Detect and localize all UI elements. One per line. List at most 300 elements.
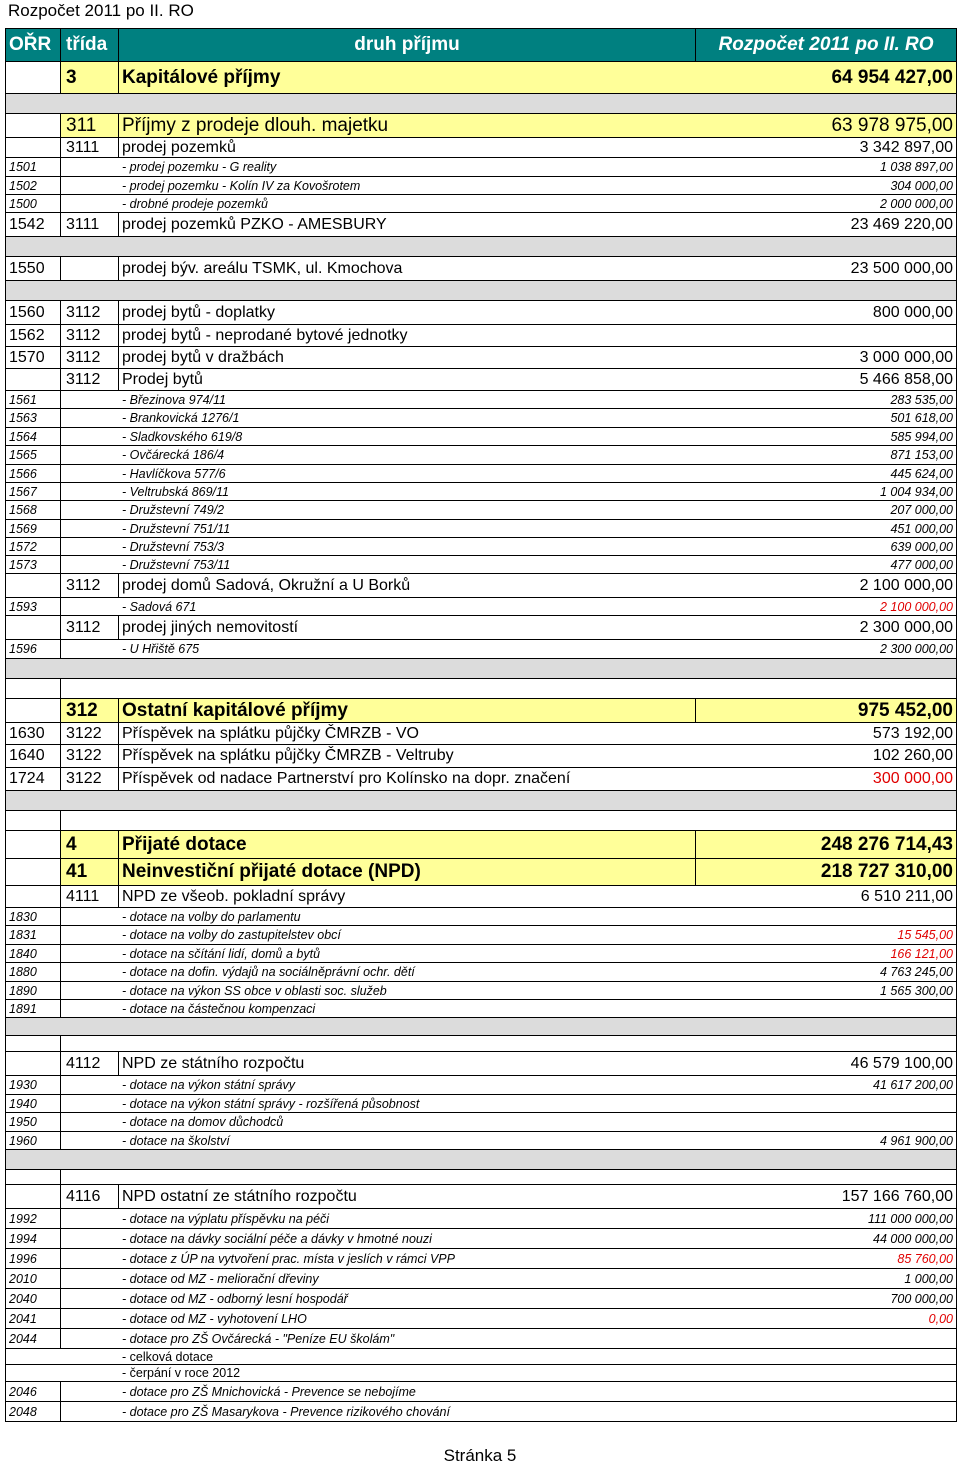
- empty-cell: [696, 1018, 956, 1035]
- row-trida-cell: 3112: [61, 369, 119, 390]
- row-trida-cell: 3112: [61, 301, 119, 324]
- row-trida-cell: [61, 1402, 119, 1421]
- table-row: [5, 301, 957, 325]
- row-trida-cell: [61, 1249, 119, 1268]
- row-druh-cell: - Veltrubská 869/11: [122, 484, 230, 499]
- row-druh-cell: - dotace na volby do zastupitelstev obcí: [122, 928, 341, 942]
- row-orr-cell: 2010: [6, 1269, 61, 1288]
- row-orr-cell: 1567: [6, 483, 61, 500]
- row-orr-cell: 1562: [6, 325, 61, 346]
- row-trida-cell: [61, 1349, 119, 1364]
- row-amount-cell: [696, 908, 956, 925]
- row-trida-cell: [61, 908, 119, 925]
- row-amount-cell: 300 000,00: [872, 770, 953, 787]
- table-row: [5, 195, 957, 213]
- row-druh-cell: Příspěvek na splátku půjčky ČMRZB - Veltruby: [122, 747, 454, 764]
- row-druh-cell: prodej bytů - neprodané bytové jednotky: [122, 326, 408, 344]
- row-orr-cell: [6, 1349, 61, 1364]
- row-orr-cell: 1630: [6, 723, 61, 744]
- row-trida-cell: [61, 1113, 119, 1131]
- row-druh-cell: Příspěvek na splátku půjčky ČMRZB - VO: [122, 724, 419, 742]
- row-amount-cell: 445 624,00: [890, 466, 953, 481]
- row-orr-cell: 1564: [6, 428, 61, 445]
- row-orr-cell: 1840: [6, 945, 61, 962]
- row-druh-cell: - dotace pro ZŠ Masarykova - Prevence rizikového chování: [122, 1404, 450, 1419]
- row-druh-cell: - prodej pozemku - Kolín IV za Kovošrotem: [122, 178, 361, 193]
- separator-row: [5, 791, 957, 811]
- row-trida-cell: 4112: [61, 1052, 119, 1075]
- row-trida-cell: [61, 501, 119, 519]
- header-cell-rozpocet: Rozpočet 2011 po II. RO: [718, 34, 934, 55]
- table-row: [5, 538, 957, 556]
- row-trida-cell: [61, 982, 119, 999]
- row-trida-cell: 3122: [61, 768, 119, 790]
- row-orr-cell: 1573: [6, 556, 61, 573]
- row-orr-cell: 1570: [6, 347, 61, 368]
- row-trida-cell: [61, 556, 119, 573]
- row-orr-cell: [6, 616, 61, 639]
- empty-cell: [119, 1018, 696, 1035]
- row-amount-cell: 46 579 100,00: [850, 1054, 953, 1072]
- row-amount-cell: [696, 1402, 956, 1421]
- empty-cell: [119, 1170, 696, 1184]
- row-amount-cell: 85 760,00: [897, 1251, 953, 1266]
- row-amount-cell: 283 535,00: [890, 392, 953, 407]
- row-amount-cell: 0,00: [928, 1311, 953, 1326]
- row-orr-cell: 1550: [6, 257, 61, 280]
- row-trida-cell: 312: [61, 699, 119, 722]
- empty-cell: [696, 811, 956, 830]
- row-trida-cell: [61, 1000, 119, 1017]
- row-orr-cell: 1992: [6, 1209, 61, 1228]
- row-druh-cell: Prodej bytů: [122, 370, 203, 388]
- row-trida-cell: [61, 446, 119, 464]
- budget-table: [5, 28, 957, 1422]
- row-amount-cell: 2 000 000,00: [880, 196, 953, 211]
- table-row: [5, 1382, 957, 1402]
- table-row: [5, 158, 957, 177]
- table-row: [5, 62, 957, 94]
- row-amount-cell: 5 466 858,00: [859, 370, 953, 388]
- row-orr-cell: 1994: [6, 1229, 61, 1248]
- row-trida-cell: 3111: [61, 138, 119, 157]
- row-druh-cell: - Březinova 974/11: [122, 392, 226, 407]
- row-trida-cell: [61, 1289, 119, 1308]
- empty-cell: [6, 281, 61, 300]
- row-druh-cell: Příjmy z prodeje dlouh. majetku: [119, 114, 696, 137]
- table-row: [5, 745, 957, 768]
- row-amount-cell: 573 192,00: [872, 724, 953, 742]
- row-druh-cell: - Družstevní 749/2: [122, 503, 225, 517]
- row-druh-cell: - dotace na domov důchodců: [122, 1115, 284, 1129]
- row-trida-cell: 3112: [61, 347, 119, 368]
- header-cell-orr: OŘR: [6, 29, 61, 61]
- row-druh-cell: prodej domů Sadová, Okružní a U Borků: [122, 576, 411, 594]
- empty-cell: [61, 791, 119, 810]
- row-trida-cell: 4111: [61, 886, 119, 907]
- row-trida-cell: 3112: [61, 325, 119, 346]
- empty-cell: [61, 811, 119, 830]
- row-trida-cell: [61, 538, 119, 555]
- row-trida-cell: [61, 945, 119, 962]
- empty-cell: [119, 679, 696, 698]
- row-trida-cell: 3122: [61, 745, 119, 767]
- row-amount-cell: 451 000,00: [890, 521, 953, 536]
- row-orr-cell: [6, 1185, 61, 1208]
- empty-cell: [61, 1170, 119, 1184]
- row-druh-cell: - prodej pozemku - G reality: [122, 160, 277, 174]
- row-orr-cell: 1890: [6, 982, 61, 999]
- row-trida-cell: 4: [61, 831, 119, 858]
- row-druh-cell: - dotace na výplatu příspěvku na péči: [122, 1211, 330, 1226]
- row-druh-cell: - dotace na dofin. výdajů na sociálněprávní ochr. dětí: [122, 965, 415, 979]
- row-trida-cell: [61, 1132, 119, 1149]
- empty-cell: [119, 237, 696, 256]
- row-trida-cell: [61, 177, 119, 194]
- table-row: [5, 1000, 957, 1018]
- row-trida-cell: 311: [61, 114, 119, 137]
- row-orr-cell: 1501: [6, 158, 61, 176]
- separator-row: [5, 1150, 957, 1170]
- table-row: [5, 391, 957, 409]
- row-orr-cell: 1569: [6, 520, 61, 537]
- empty-cell: [696, 659, 956, 678]
- table-row: [5, 831, 957, 859]
- row-trida-cell: [61, 465, 119, 482]
- row-orr-cell: 2041: [6, 1309, 61, 1328]
- row-orr-cell: 1568: [6, 501, 61, 519]
- row-orr-cell: 1502: [6, 177, 61, 194]
- row-trida-cell: [61, 428, 119, 445]
- table-row: [5, 483, 957, 501]
- row-druh-cell: Neinvestiční přijaté dotace (NPD): [119, 859, 696, 885]
- table-row: [5, 1095, 957, 1113]
- row-amount-cell: 501 618,00: [890, 411, 953, 425]
- table-row: [5, 908, 957, 926]
- row-amount-cell: 1 038 897,00: [880, 160, 953, 174]
- row-orr-cell: 1880: [6, 963, 61, 981]
- table-row: [5, 926, 957, 945]
- row-druh-cell: - Družstevní 753/3: [122, 539, 225, 554]
- row-amount-cell: [696, 1382, 956, 1401]
- row-trida-cell: [61, 1269, 119, 1288]
- empty-cell: [119, 1150, 696, 1169]
- row-amount-cell: [696, 1095, 956, 1112]
- row-trida-cell: [61, 926, 119, 944]
- row-amount-cell: 44 000 000,00: [873, 1231, 953, 1246]
- empty-cell: [6, 659, 61, 678]
- empty-cell: [696, 94, 956, 113]
- row-amount-cell: 1 000,00: [904, 1271, 953, 1286]
- row-trida-cell: 3112: [61, 574, 119, 597]
- empty-cell: [61, 659, 119, 678]
- row-trida-cell: [61, 598, 119, 615]
- row-trida-cell: [61, 1209, 119, 1228]
- row-orr-cell: [6, 574, 61, 597]
- row-trida-cell: 3112: [61, 616, 119, 639]
- empty-cell: [61, 679, 119, 698]
- table-row: [5, 138, 957, 158]
- row-trida-cell: [61, 1329, 119, 1348]
- spacer-row: [5, 679, 957, 699]
- table-row: [5, 114, 957, 138]
- row-orr-cell: 1891: [6, 1000, 61, 1017]
- empty-cell: [119, 281, 696, 300]
- row-amount-cell: 3 342 897,00: [859, 138, 953, 156]
- empty-cell: [6, 679, 61, 698]
- row-amount-cell: 64 954 427,00: [696, 62, 956, 93]
- row-trida-cell: [61, 640, 119, 658]
- row-amount-cell: 2 300 000,00: [859, 618, 953, 636]
- row-orr-cell: 1561: [6, 391, 61, 408]
- row-orr-cell: 1940: [6, 1095, 61, 1112]
- row-druh-cell: - Havlíčkova 577/6: [122, 466, 226, 481]
- row-druh-cell: NPD ze všeob. pokladní správy: [122, 887, 346, 905]
- row-orr-cell: [6, 114, 61, 137]
- table-row: [5, 501, 957, 520]
- row-orr-cell: 2046: [6, 1382, 61, 1401]
- row-druh-cell: - dotace od MZ - vyhotovení LHO: [122, 1311, 307, 1326]
- row-orr-cell: [6, 699, 61, 722]
- row-trida-cell: [61, 195, 119, 212]
- table-row: [5, 1209, 957, 1229]
- empty-cell: [119, 1036, 696, 1051]
- empty-cell: [119, 94, 696, 113]
- table-row: [5, 963, 957, 982]
- row-druh-cell: - dotace na sčítání lidí, domů a bytů: [122, 946, 321, 961]
- empty-cell: [696, 281, 956, 300]
- table-row: [5, 1185, 957, 1209]
- row-druh-cell: - dotace na školství: [122, 1133, 230, 1148]
- row-orr-cell: [6, 886, 61, 907]
- row-druh-cell: Přijaté dotace: [119, 831, 696, 858]
- table-row: [5, 723, 957, 745]
- row-orr-cell: 1930: [6, 1076, 61, 1094]
- row-amount-cell: 166 121,00: [890, 946, 953, 961]
- row-druh-cell: prodej bytů v dražbách: [122, 348, 284, 366]
- empty-cell: [119, 791, 696, 810]
- row-trida-cell: [61, 1365, 119, 1381]
- row-druh-cell: Příspěvek od nadace Partnerství pro Kolínsko na dopr. značení: [122, 770, 571, 787]
- row-druh-cell: - drobné prodeje pozemků: [122, 196, 268, 211]
- row-amount-cell: 700 000,00: [890, 1291, 953, 1306]
- row-trida-cell: [61, 409, 119, 427]
- empty-cell: [61, 281, 119, 300]
- row-amount-cell: 41 617 200,00: [873, 1078, 953, 1092]
- table-row: [5, 177, 957, 195]
- table-row: [5, 1076, 957, 1095]
- empty-cell: [696, 1036, 956, 1051]
- row-orr-cell: 1596: [6, 640, 61, 658]
- separator-row: [5, 237, 957, 257]
- empty-cell: [61, 1150, 119, 1169]
- empty-cell: [696, 791, 956, 810]
- table-row: [5, 1229, 957, 1249]
- row-druh-cell: - Ovčárecká 186/4: [122, 448, 225, 462]
- row-druh-cell: prodej jiných nemovitostí: [122, 618, 299, 636]
- row-orr-cell: 1560: [6, 301, 61, 324]
- row-amount-cell: 477 000,00: [890, 557, 953, 572]
- row-amount-cell: 248 276 714,43: [696, 831, 956, 858]
- row-druh-cell: - Sadová 671: [122, 599, 197, 614]
- table-row: [5, 699, 957, 723]
- row-trida-cell: [61, 1076, 119, 1094]
- empty-cell: [6, 1170, 61, 1184]
- row-trida-cell: 3111: [61, 213, 119, 236]
- row-druh-cell: - dotace pro ZŠ Ovčárecká - "Peníze EU školám": [122, 1331, 395, 1346]
- table-row: [5, 1329, 957, 1349]
- row-druh-cell: - dotace z ÚP na vytvoření prac. místa v jeslích v rámci VPP: [122, 1251, 455, 1266]
- row-druh-cell: - dotace pro ZŠ Mnichovická - Prevence se nebojíme: [122, 1384, 416, 1399]
- row-druh-cell: - dotace od MZ - meliorační dřeviny: [122, 1271, 319, 1286]
- row-trida-cell: [61, 963, 119, 981]
- row-druh-cell: - Sladkovského 619/8: [122, 429, 243, 444]
- empty-cell: [696, 237, 956, 256]
- row-orr-cell: 1566: [6, 465, 61, 482]
- row-trida-cell: [61, 1095, 119, 1112]
- row-amount-cell: 6 510 211,00: [860, 887, 953, 905]
- empty-cell: [6, 1150, 61, 1169]
- row-druh-cell: - dotace na výkon státní správy: [122, 1078, 296, 1092]
- empty-cell: [61, 237, 119, 256]
- row-amount-cell: [696, 325, 956, 346]
- spacer-row: [5, 811, 957, 831]
- table-row: [5, 1113, 957, 1132]
- separator-row: [5, 1018, 957, 1036]
- row-amount-cell: 63 978 975,00: [696, 114, 956, 137]
- empty-cell: [696, 1170, 956, 1184]
- row-trida-cell: [61, 1309, 119, 1328]
- table-row: [5, 616, 957, 640]
- empty-cell: [119, 659, 696, 678]
- row-orr-cell: [6, 859, 61, 885]
- table-row: [5, 213, 957, 237]
- row-amount-cell: 639 000,00: [890, 539, 953, 554]
- row-trida-cell: 3122: [61, 723, 119, 744]
- row-druh-cell: NPD ostatní ze státního rozpočtu: [122, 1187, 357, 1205]
- table-row: [5, 1132, 957, 1150]
- row-druh-cell: - dotace na volby do parlamentu: [122, 909, 301, 924]
- row-amount-cell: 218 727 310,00: [696, 859, 956, 885]
- table-row: [5, 1365, 957, 1382]
- row-amount-cell: 207 000,00: [890, 503, 953, 517]
- row-orr-cell: 1563: [6, 409, 61, 427]
- table-header: [5, 28, 957, 62]
- table-row: [5, 1269, 957, 1289]
- row-druh-cell: - Družstevní 751/11: [122, 521, 231, 536]
- row-druh-cell: - čerpání v roce 2012: [122, 1366, 241, 1380]
- separator-row: [5, 281, 957, 301]
- row-orr-cell: 1572: [6, 538, 61, 555]
- row-orr-cell: 1542: [6, 213, 61, 236]
- row-amount-cell: 102 260,00: [872, 747, 953, 764]
- row-amount-cell: [696, 1349, 956, 1364]
- row-druh-cell: - dotace na výkon státní správy - rozšířená působnost: [122, 1096, 420, 1111]
- empty-cell: [61, 94, 119, 113]
- document-title: Rozpočet 2011 po II. RO: [8, 1, 194, 20]
- empty-cell: [6, 1018, 61, 1035]
- row-orr-cell: 2048: [6, 1402, 61, 1421]
- row-druh-cell: - Družstevní 753/11: [122, 557, 231, 572]
- row-druh-cell: - dotace na částečnou kompenzaci: [122, 1001, 316, 1016]
- row-trida-cell: [61, 1229, 119, 1248]
- row-amount-cell: [696, 1365, 956, 1381]
- row-amount-cell: 1 004 934,00: [880, 484, 953, 499]
- row-amount-cell: 15 545,00: [897, 928, 953, 942]
- row-amount-cell: 3 000 000,00: [859, 348, 953, 366]
- spacer-row: [5, 1170, 957, 1185]
- table-row: [5, 1052, 957, 1076]
- row-trida-cell: [61, 483, 119, 500]
- row-druh-cell: prodej býv. areálu TSMK, ul. Kmochova: [122, 259, 403, 277]
- row-trida-cell: 41: [61, 859, 119, 885]
- row-amount-cell: 2 100 000,00: [880, 599, 953, 614]
- table-row: [5, 574, 957, 598]
- row-druh-cell: - Brankovická 1276/1: [122, 411, 240, 425]
- row-druh-cell: prodej bytů - doplatky: [122, 303, 275, 321]
- row-orr-cell: 1950: [6, 1113, 61, 1131]
- table-row: [5, 428, 957, 446]
- row-druh-cell: - U Hřiště 675: [122, 642, 200, 656]
- page-footer: Stránka 5: [443, 1446, 517, 1465]
- table-row: [5, 1309, 957, 1329]
- table-row: [5, 768, 957, 791]
- row-orr-cell: 1960: [6, 1132, 61, 1149]
- row-orr-cell: [6, 138, 61, 157]
- row-amount-cell: 4 763 245,00: [880, 965, 953, 979]
- row-orr-cell: 2040: [6, 1289, 61, 1308]
- empty-cell: [6, 811, 61, 830]
- row-orr-cell: 1830: [6, 908, 61, 925]
- row-amount-cell: 2 100 000,00: [859, 576, 953, 594]
- separator-row: [5, 659, 957, 679]
- row-amount-cell: 975 452,00: [696, 699, 956, 722]
- row-trida-cell: 3: [61, 62, 119, 93]
- row-trida-cell: [61, 1382, 119, 1401]
- row-orr-cell: 1831: [6, 926, 61, 944]
- row-druh-cell: NPD ze státního rozpočtu: [122, 1054, 305, 1072]
- row-orr-cell: 1593: [6, 598, 61, 615]
- row-druh-cell: - dotace na výkon SS obce v oblasti soc. služeb: [122, 983, 387, 998]
- table-row: [5, 1402, 957, 1422]
- empty-cell: [696, 1150, 956, 1169]
- row-druh-cell: - dotace na dávky sociální péče a dávky v hmotné nouzi: [122, 1231, 432, 1246]
- table-row: [5, 369, 957, 391]
- row-druh-cell: Ostatní kapitálové příjmy: [119, 699, 696, 722]
- empty-cell: [6, 237, 61, 256]
- table-row: [5, 446, 957, 465]
- empty-cell: [6, 1036, 61, 1051]
- row-amount-cell: 4 961 900,00: [880, 1133, 953, 1148]
- row-druh-cell: prodej pozemků PZKO - AMESBURY: [122, 215, 387, 233]
- table-row: [5, 982, 957, 1000]
- table-row: [5, 859, 957, 886]
- row-druh-cell: prodej pozemků: [122, 138, 236, 156]
- row-trida-cell: [61, 158, 119, 176]
- row-trida-cell: [61, 520, 119, 537]
- separator-row: [5, 94, 957, 114]
- empty-cell: [6, 791, 61, 810]
- row-orr-cell: [6, 62, 61, 93]
- table-row: [5, 257, 957, 281]
- table-row: [5, 1349, 957, 1365]
- row-amount-cell: 157 166 760,00: [841, 1187, 953, 1205]
- row-amount-cell: [696, 1000, 956, 1017]
- empty-cell: [61, 1036, 119, 1051]
- row-amount-cell: 1 565 300,00: [880, 983, 953, 998]
- row-amount-cell: [696, 1113, 956, 1131]
- row-orr-cell: 1565: [6, 446, 61, 464]
